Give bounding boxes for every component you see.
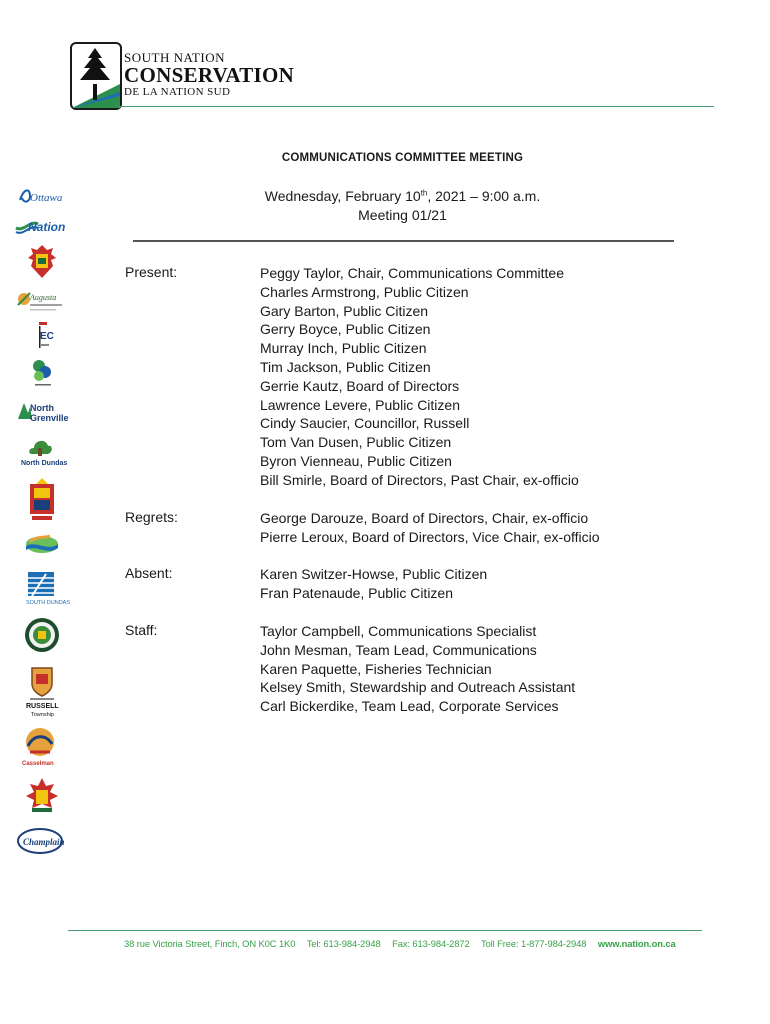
staff-name: Carl Bickerdike, Team Lead, Corporate Services [260, 698, 559, 715]
present-name: Bill Smirle, Board of Directors, Past Chair, ex-officio [260, 471, 579, 488]
champlain-text: Champlain [23, 837, 65, 847]
date-suffix: , 2021 – 9:00 a.m. [427, 188, 541, 204]
south-dundas-text: SOUTH DUNDAS [26, 600, 71, 606]
north-grenville-text-1: North [30, 403, 54, 413]
meeting-date [130, 188, 675, 204]
present-name: Gary Barton, Public Citizen [260, 302, 429, 319]
russell-text-1: RUSSELL [26, 703, 59, 710]
cornwall-logo [16, 528, 68, 562]
staff-name: John Mesman, Team Lead, Communications [260, 641, 537, 658]
nation-logo [16, 214, 68, 238]
staff-label: Staff: [125, 622, 158, 638]
staff-name: Kelsey Smith, Stewardship and Outreach Assistant [260, 679, 576, 696]
footer-tel: Tel: 613-984-2948 [306, 938, 381, 949]
stormont-dundas-glengarry-crest [16, 478, 68, 522]
south-nation-conservation-logo [70, 42, 122, 110]
footer-fax: Fax: 613-984-2872 [392, 938, 470, 949]
merrickville-logo [16, 356, 68, 390]
date-ordinal: th [420, 188, 428, 198]
meeting-number: Meeting 01/21 [358, 207, 447, 223]
present-name: Cindy Saucier, Councillor, Russell [260, 415, 470, 432]
staff-name: Karen Paquette, Fisheries Technician [260, 660, 492, 677]
present-name: Peggy Taylor, Chair, Communications Committee [260, 265, 564, 281]
north-dundas-text: North Dundas [21, 460, 68, 467]
footer-contact [124, 938, 676, 949]
augusta-logo [16, 287, 68, 315]
present-name: Murray Inch, Public Citizen [260, 340, 427, 357]
champlain-logo [16, 826, 68, 856]
staff-list [260, 622, 575, 716]
alfred-plantagenet-crest [16, 776, 68, 816]
prescott-russell-crest [16, 244, 68, 280]
org-name-line3: DE LA NATION SUD [124, 86, 231, 98]
regrets-list [260, 509, 600, 547]
regrets-label: Regrets: [125, 509, 178, 525]
present-name: Lawrence Levere, Public Citizen [260, 396, 460, 413]
north-grenville-text-2: Grenville [30, 413, 69, 423]
casselman-logo [16, 724, 68, 768]
org-name-line2: CONSERVATION [124, 63, 295, 87]
present-name: Gerrie Kautz, Board of Directors [260, 377, 460, 394]
pine-tree-icon [72, 44, 120, 108]
russell-township-logo [16, 662, 68, 718]
meeting-title: COMMUNICATIONS COMMITTEE MEETING [281, 152, 524, 164]
absent-label: Absent: [125, 565, 173, 581]
present-name: Tom Van Dusen, Public Citizen [260, 434, 452, 451]
footer-website-link[interactable]: www.nation.on.ca [597, 938, 676, 949]
present-name: Charles Armstrong, Public Citizen [260, 283, 469, 300]
staff-name: Taylor Campbell, Communications Specialist [260, 623, 537, 639]
regrets-name: George Darouze, Board of Directors, Chair, ex-officio [260, 510, 589, 526]
south-dundas-logo [16, 570, 71, 606]
ec-logo-text: EC [40, 331, 54, 342]
absent-list [260, 565, 487, 603]
north-dundas-logo [16, 434, 68, 470]
township-seal [16, 616, 68, 654]
absent-name: Karen Switzer-Howse, Public Citizen [260, 566, 488, 582]
augusta-logo-text: Augusta [30, 293, 57, 302]
footer-tollfree: Toll Free: 1-877-984-2948 [480, 938, 587, 949]
ottawa-logo [16, 184, 68, 208]
present-name: Tim Jackson, Public Citizen [260, 358, 431, 375]
edwardsburgh-cardinal-logo [16, 320, 68, 352]
casselman-text: Casselman [22, 761, 54, 767]
north-grenville-logo [16, 399, 68, 425]
present-name: Gerry Boyce, Public Citizen [260, 321, 431, 338]
present-label: Present: [125, 264, 178, 280]
header-divider [118, 106, 714, 107]
russell-text-2: Township [31, 712, 54, 718]
nation-logo-text: Nation [28, 220, 66, 234]
ottawa-logo-text: Ottawa [30, 192, 63, 204]
present-name: Byron Vienneau, Public Citizen [260, 452, 452, 469]
org-name-line1: SOUTH NATION [124, 50, 225, 65]
footer-address: 38 rue Victoria Street, Finch, ON K0C 1K0 [124, 938, 296, 949]
regrets-name: Pierre Leroux, Board of Directors, Vice Chair, ex-officio [260, 528, 600, 545]
present-list [260, 264, 579, 490]
absent-name: Fran Patenaude, Public Citizen [260, 584, 453, 601]
date-prefix: Wednesday, February 10 [264, 188, 421, 204]
title-divider [133, 240, 674, 242]
footer-divider [68, 930, 702, 931]
